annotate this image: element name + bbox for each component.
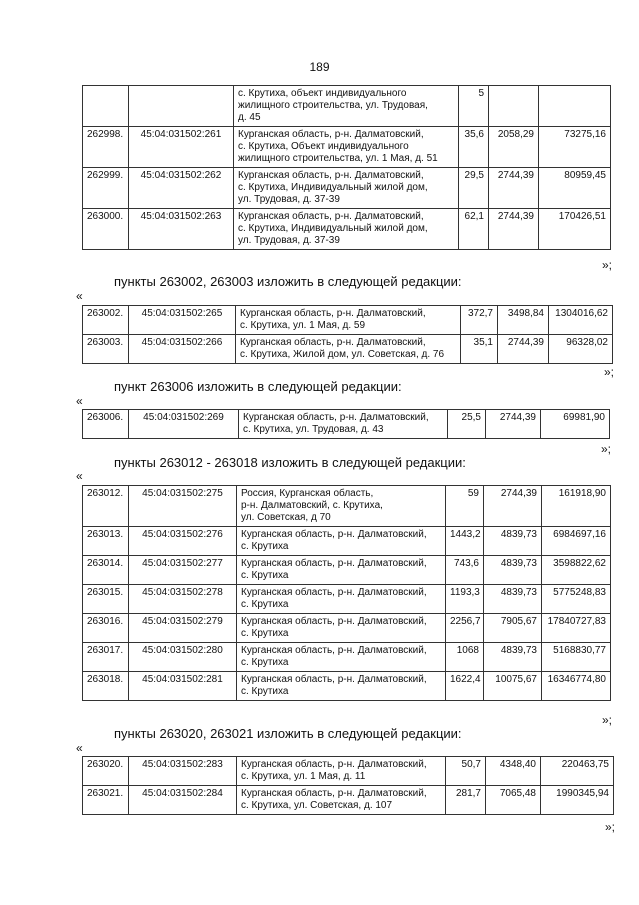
closing-quote: »;	[600, 442, 611, 456]
cell-val	[539, 86, 611, 127]
address-line: Курганская область, р-н. Далматовский,	[240, 308, 426, 319]
cell-rate: 2058,29	[489, 127, 539, 168]
cell-rate: 4348,40	[486, 757, 541, 786]
cell-num: 263006.	[83, 410, 129, 439]
cell-addr	[237, 757, 446, 786]
address-line: Курганская область, р-н. Далматовский,	[241, 788, 427, 799]
address-line: с. Крутиха, ул. Трудовая, д. 43	[243, 424, 384, 435]
cell-val: 73275,16	[539, 127, 611, 168]
cell-rate: 2744,39	[489, 168, 539, 209]
closing-quote: »;	[603, 365, 614, 379]
cell-area: 29,5	[459, 168, 489, 209]
table-row	[83, 556, 611, 585]
address-line: с. Крутиха	[241, 599, 289, 610]
address-line: с. Крутиха, ул. 1 Мая, д. 59	[240, 320, 366, 331]
cell-rate: 2744,39	[486, 410, 541, 439]
cell-rate: 3498,84	[498, 306, 549, 335]
address-line: Курганская область, р-н. Далматовский,	[241, 759, 427, 770]
cell-cad: 45:04:031502:269	[129, 410, 239, 439]
opening-quote: «	[76, 289, 83, 303]
cell-rate: 2744,39	[498, 335, 549, 364]
address-line: Курганская область, р-н. Далматовский,	[241, 587, 427, 598]
cell-rate: 2744,39	[484, 486, 542, 527]
cell-area: 59	[446, 486, 484, 527]
cell-val: 17840727,83	[542, 614, 611, 643]
address-line: Курганская область, р-н. Далматовский,	[240, 337, 426, 348]
address-line: ул. Трудовая, д. 37-39	[238, 194, 340, 205]
cell-num: 263002.	[83, 306, 129, 335]
cell-cad: 45:04:031502:266	[129, 335, 236, 364]
cell-num: 263017.	[83, 643, 129, 672]
register-table	[82, 485, 611, 701]
cell-cad: 45:04:031502:279	[129, 614, 237, 643]
cell-area: 2256,7	[446, 614, 484, 643]
table-row	[83, 757, 614, 786]
cell-area: 372,7	[461, 306, 498, 335]
register-table	[82, 756, 614, 815]
cell-val: 161918,90	[542, 486, 611, 527]
cell-cad: 45:04:031502:277	[129, 556, 237, 585]
cell-num: 263016.	[83, 614, 129, 643]
cell-cad: 45:04:031502:263	[129, 209, 234, 250]
cell-val: 80959,45	[539, 168, 611, 209]
cell-num: 263003.	[83, 335, 129, 364]
address-line: с. Крутиха, Индивидуальный жилой дом,	[238, 223, 428, 234]
address-line: Россия, Курганская область,	[241, 488, 374, 499]
address-line: ул. Советская, д 70	[241, 512, 331, 523]
cell-cad: 45:04:031502:276	[129, 527, 237, 556]
cell-val: 5775248,83	[542, 585, 611, 614]
table-row	[83, 306, 613, 335]
table-row	[83, 168, 611, 209]
address-line: с. Крутиха, объект индивидуального	[238, 88, 407, 99]
section-heading: пункты 263020, 263021 изложить в следующей редакции:	[114, 726, 462, 741]
table-row	[83, 410, 610, 439]
cell-area: 5	[459, 86, 489, 127]
table-row	[83, 127, 611, 168]
cell-cad: 45:04:031502:281	[129, 672, 237, 701]
cell-area: 62,1	[459, 209, 489, 250]
cell-rate: 4839,73	[484, 643, 542, 672]
closing-quote: »;	[604, 820, 615, 834]
address-line: Курганская область, р-н. Далматовский,	[243, 412, 429, 423]
cell-addr	[237, 527, 446, 556]
address-line: с. Крутиха	[241, 570, 289, 581]
cell-num	[83, 86, 129, 127]
address-line: Курганская область, р-н. Далматовский,	[241, 674, 427, 685]
table-row	[83, 486, 611, 527]
cell-num: 263018.	[83, 672, 129, 701]
cell-area: 1443,2	[446, 527, 484, 556]
table-row	[83, 527, 611, 556]
cell-cad: 45:04:031502:278	[129, 585, 237, 614]
closing-quote: »;	[601, 713, 612, 727]
table-row	[83, 643, 611, 672]
cell-cad: 45:04:031502:261	[129, 127, 234, 168]
cell-addr	[237, 556, 446, 585]
cell-area: 35,6	[459, 127, 489, 168]
address-line: Курганская область, р-н. Далматовский,	[241, 645, 427, 656]
cell-area: 1068	[446, 643, 484, 672]
cell-addr	[236, 306, 461, 335]
cell-cad: 45:04:031502:284	[129, 786, 237, 815]
opening-quote: «	[76, 394, 83, 408]
cell-cad: 45:04:031502:265	[129, 306, 236, 335]
cell-addr	[237, 786, 446, 815]
cell-rate	[489, 86, 539, 127]
cell-rate: 4839,73	[484, 585, 542, 614]
opening-quote: «	[76, 469, 83, 483]
cell-addr	[237, 643, 446, 672]
cell-num: 263020.	[83, 757, 129, 786]
cell-addr	[236, 335, 461, 364]
address-line: с. Крутиха	[241, 657, 289, 668]
table-row	[83, 86, 611, 127]
cell-area: 1622,4	[446, 672, 484, 701]
cell-cad: 45:04:031502:275	[129, 486, 237, 527]
register-table	[82, 409, 610, 439]
cell-val: 220463,75	[541, 757, 614, 786]
cell-addr	[234, 209, 459, 250]
cell-val: 96328,02	[549, 335, 613, 364]
address-line: с. Крутиха	[241, 686, 289, 697]
address-line: р-н. Далматовский, с. Крутиха,	[241, 500, 383, 511]
cell-val: 1990345,94	[541, 786, 614, 815]
address-line: с. Крутиха, ул. 1 Мая, д. 11	[241, 771, 366, 782]
cell-num: 262998.	[83, 127, 129, 168]
cell-val: 5168830,77	[542, 643, 611, 672]
cell-cad: 45:04:031502:283	[129, 757, 237, 786]
cell-rate: 7905,67	[484, 614, 542, 643]
address-line: д. 45	[238, 112, 261, 123]
cell-val: 3598822,62	[542, 556, 611, 585]
cell-addr	[234, 127, 459, 168]
cell-val: 6984697,16	[542, 527, 611, 556]
cell-cad	[129, 86, 234, 127]
cell-num: 263000.	[83, 209, 129, 250]
address-line: Курганская область, р-н. Далматовский,	[238, 129, 424, 140]
section-heading: пункты 263002, 263003 изложить в следующей редакции:	[114, 274, 462, 289]
cell-addr	[237, 486, 446, 527]
register-table	[82, 305, 613, 364]
cell-addr	[237, 585, 446, 614]
cell-num: 263021.	[83, 786, 129, 815]
register-table	[82, 85, 611, 250]
address-line: с. Крутиха, ул. Советская, д. 107	[241, 800, 393, 811]
cell-num: 262999.	[83, 168, 129, 209]
table-row	[83, 209, 611, 250]
cell-val: 170426,51	[539, 209, 611, 250]
cell-num: 263014.	[83, 556, 129, 585]
cell-area: 25,5	[448, 410, 486, 439]
cell-rate: 2744,39	[489, 209, 539, 250]
cell-area: 35,1	[461, 335, 498, 364]
cell-area: 281,7	[446, 786, 486, 815]
address-line: жилищного строительства, ул. 1 Мая, д. 51	[238, 153, 438, 164]
cell-addr	[234, 86, 459, 127]
cell-area: 1193,3	[446, 585, 484, 614]
cell-val: 69981,90	[541, 410, 610, 439]
address-line: с. Крутиха, Жилой дом, ул. Советская, д. 76	[240, 349, 445, 360]
section-heading: пункт 263006 изложить в следующей редакции:	[114, 379, 402, 394]
cell-rate: 4839,73	[484, 556, 542, 585]
address-line: Курганская область, р-н. Далматовский,	[241, 558, 427, 569]
address-line: с. Крутиха	[241, 628, 289, 639]
table-row	[83, 786, 614, 815]
cell-addr	[234, 168, 459, 209]
address-line: Курганская область, р-н. Далматовский,	[241, 616, 427, 627]
cell-num: 263015.	[83, 585, 129, 614]
page-number: 189	[309, 60, 330, 74]
address-line: Курганская область, р-н. Далматовский,	[238, 211, 424, 222]
cell-addr	[237, 614, 446, 643]
address-line: ул. Трудовая, д. 37-39	[238, 235, 340, 246]
cell-area: 743,6	[446, 556, 484, 585]
table-row	[83, 585, 611, 614]
cell-rate: 7065,48	[486, 786, 541, 815]
cell-cad: 45:04:031502:280	[129, 643, 237, 672]
address-line: жилищного строительства, ул. Трудовая,	[238, 100, 428, 111]
table-row	[83, 672, 611, 701]
address-line: с. Крутиха	[241, 541, 289, 552]
cell-addr	[237, 672, 446, 701]
opening-quote: «	[76, 741, 83, 755]
address-line: Курганская область, р-н. Далматовский,	[241, 529, 427, 540]
address-line: с. Крутиха, Индивидуальный жилой дом,	[238, 182, 428, 193]
cell-rate: 10075,67	[484, 672, 542, 701]
closing-quote: »;	[601, 258, 612, 272]
cell-area: 50,7	[446, 757, 486, 786]
address-line: Курганская область, р-н. Далматовский,	[238, 170, 424, 181]
table-row	[83, 614, 611, 643]
cell-rate: 4839,73	[484, 527, 542, 556]
section-heading: пункты 263012 - 263018 изложить в следующей редакции:	[114, 455, 466, 470]
address-line: с. Крутиха, Объект индивидуального	[238, 141, 409, 152]
cell-val: 1304016,62	[549, 306, 613, 335]
cell-cad: 45:04:031502:262	[129, 168, 234, 209]
cell-val: 16346774,80	[542, 672, 611, 701]
cell-addr	[239, 410, 448, 439]
cell-num: 263013.	[83, 527, 129, 556]
table-row	[83, 335, 613, 364]
cell-num: 263012.	[83, 486, 129, 527]
